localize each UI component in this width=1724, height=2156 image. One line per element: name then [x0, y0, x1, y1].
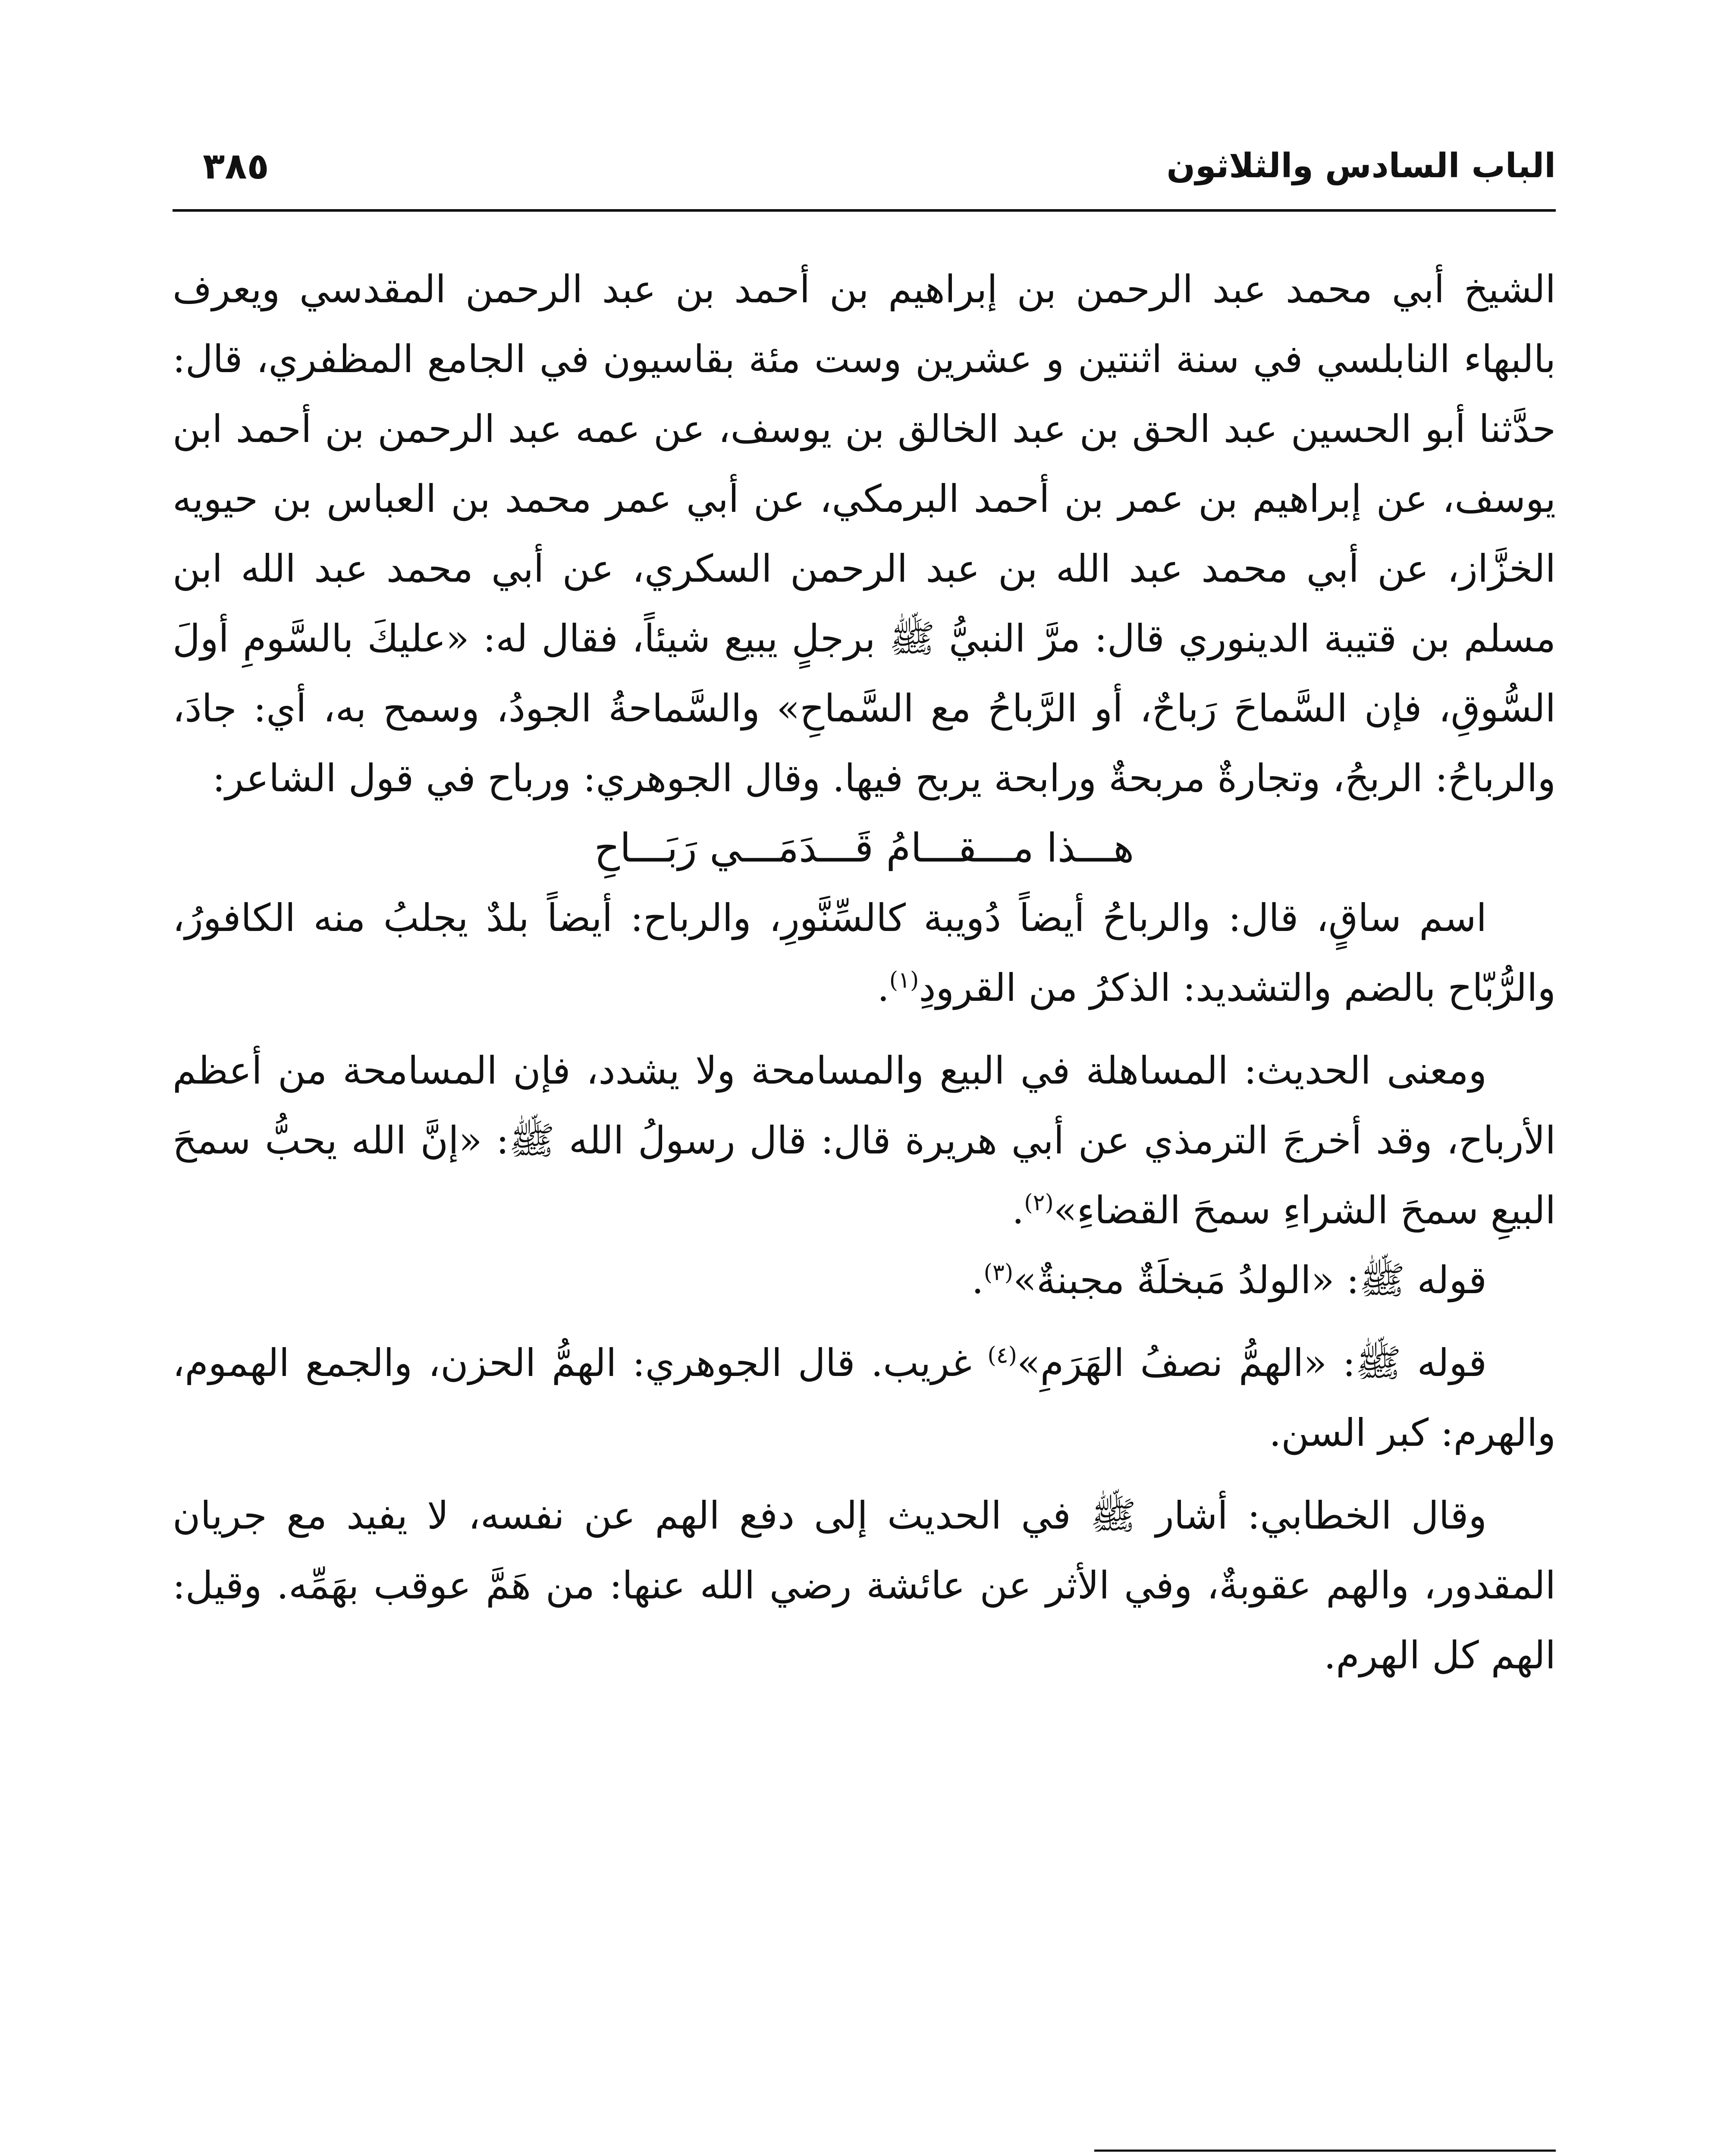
paragraph-hadith-meaning-text: ومعنى الحديث: المساهلة في البيع والمسامحة ولا يشدد، فإن المسامحة من أعظم الأرباح، وقد أخرجَ الترمذي عن أبي هريرة قال: قال رسولُ الله ﷺ: «إنَّ الله يحبُّ سمحَ البيعِ سمحَ الشراءِ سمحَ القضاءِ» — [173, 1048, 1556, 1232]
chapter-title: الباب السادس والثلاثون — [1166, 147, 1556, 185]
paragraph-hadith-meaning: ومعنى الحديث: المساهلة في البيع والمسامحة ولا يشدد، فإن المسامحة من أعظم الأرباح، وقد أخرجَ الترمذي عن أبي هريرة قال: قال رسولُ الله ﷺ: «إنَّ الله يحبُّ سمحَ البيعِ سمحَ الشراءِ سمحَ القضاءِ»$^{(٢)}$. — [173, 1048, 1556, 1232]
paragraph-walad: قوله ﷺ: «الولدُ مَبخلَةٌ مجبنةٌ»$^{(٣)}$. — [971, 1258, 1487, 1302]
poetry-verse: هـــذا مـــقـــامُ قَـــدَمَـــي رَبَـــاحِ — [594, 825, 1134, 871]
footnote-ref-1: (١) — [889, 967, 919, 993]
paragraph-hamm-quote: قوله ﷺ: «الهمُّ نصفُ الهَرَمِ» — [1017, 1341, 1487, 1385]
footnote-rule — [1094, 2150, 1556, 2152]
paragraph-khattabi: وقال الخطابي: أشار ﷺ في الحديث إلى دفع الهم عن نفسه، لا يفيد مع جريان المقدور، والهم عقوبةٌ، وفي الأثر عن عائشة رضي الله عنها: من هَمَّ عوقب بهَمِّه. وقيل: الهم كل الهرم. — [173, 1493, 1556, 1677]
footnote-ref-3: (٣) — [983, 1260, 1014, 1286]
paragraph-walad-text: قوله ﷺ: «الولدُ مَبخلَةٌ مجبنةٌ» — [1013, 1258, 1487, 1302]
paragraph-ribah: اسم ساقٍ، قال: والرباحُ أيضاً دُويبة كالسِّنَّورِ، والرباح: أيضاً بلدٌ يجلبُ منه الكافورُ، والرُّبّاح بالضم والتشديد: الذكرُ من القرودِ$^{(١)}$. — [173, 896, 1556, 1010]
paragraph-hamm — [173, 1328, 1556, 1468]
paragraph-hamm-text: غريب. قال الجوهري: الهمُّ الحزن، والجمع الهموم، والهرم: كبر السن. — [173, 1341, 1556, 1455]
header-rule — [173, 209, 1556, 212]
paragraph-ribah-text: اسم ساقٍ، قال: والرباحُ أيضاً دُويبة كالسِّنَّورِ، والرباح: أيضاً بلدٌ يجلبُ منه الكافورُ، والرُّبّاح بالضم والتشديد: الذكرُ من القرودِ — [173, 896, 1556, 1010]
page-number: ٣٨٥ — [203, 145, 269, 187]
running-header — [173, 142, 1556, 198]
footnote-ref-4: (٤) — [987, 1342, 1017, 1369]
main-text — [173, 254, 1556, 1690]
paragraph-isnad: الشيخ أبي محمد عبد الرحمن بن إبراهيم بن أحمد بن عبد الرحمن المقدسي ويعرف بالبهاء النابلسي في سنة اثنتين و عشرين وست مئة بقاسيون في الجامع المظفري، قال: حدَّثنا أبو الحسين عبد الحق بن عبد الخالق بن يوسف، عن عمه عبد الرحمن بن أحمد ابن يوسف، عن إبراهيم بن عمر بن أحمد البرمكي، عن أبي عمر محمد بن العباس بن حيويه الخزَّاز، عن أبي محمد عبد الله بن عبد الرحمن السكري، عن أبي محمد عبد الله ابن مسلم بن قتيبة الدينوري قال: مرَّ النبيُّ ﷺ برجلٍ يبيع شيئاً، فقال له: «عليكَ بالسَّومِ أولَ السُّوقِ، فإن السَّماحَ رَباحٌ، أو الرَّباحُ مع السَّماحِ» والسَّماحةُ الجودُ، وسمح به، أي: جادَ، والرباحُ: الربحُ، وتجارةٌ مربحةٌ ورابحة يربح فيها. وقال الجوهري: ورباح في قول الشاعر: — [173, 267, 1556, 800]
footnote-ref-2: (٢) — [1024, 1190, 1054, 1216]
